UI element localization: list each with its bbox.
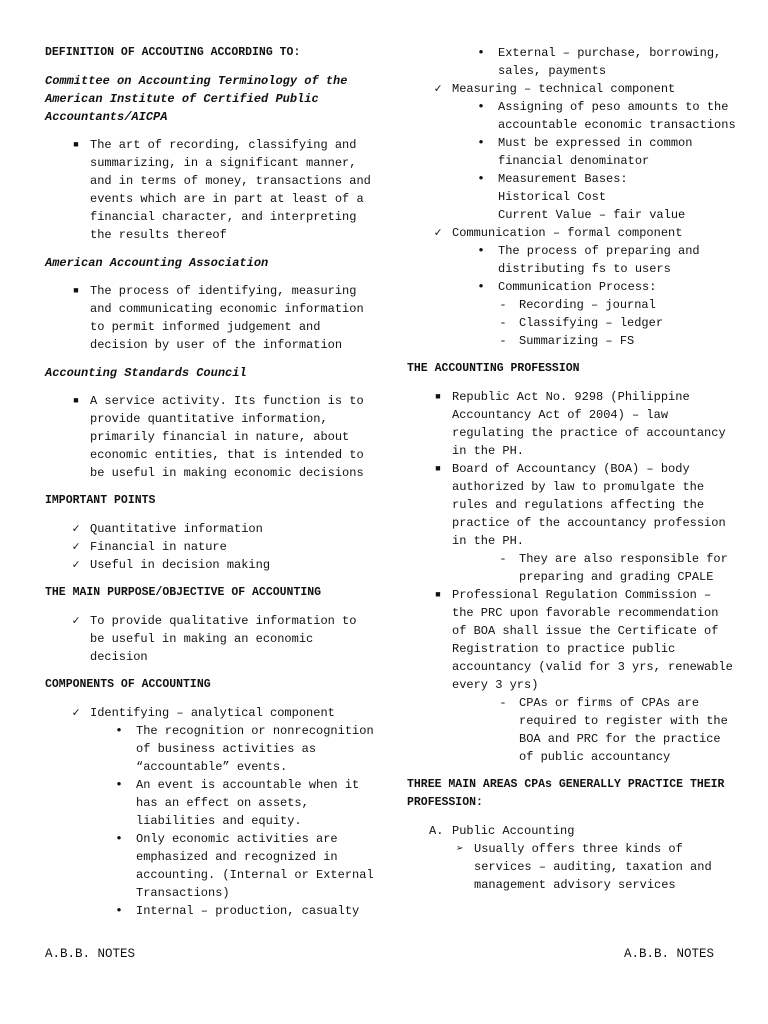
checkmark-icon: ✓ [72, 558, 80, 572]
identifying-point-text: Only economic activities are emphasized and recognized in accounting. (Internal or External Transactions) [136, 832, 374, 900]
round-bullet-icon: • [477, 45, 485, 60]
aicpa-definition-item [45, 136, 375, 244]
dash-bullet-icon: - [499, 334, 507, 348]
round-bullet-icon: • [115, 723, 123, 738]
important-point [45, 556, 375, 574]
identifying-point [45, 830, 375, 902]
communication-point-text: Communication Process: [498, 280, 657, 294]
purpose-item [45, 612, 375, 666]
square-bullet-icon: ■ [73, 286, 79, 296]
process-step-text: Classifying – ledger [519, 316, 664, 330]
process-step [407, 296, 737, 314]
process-step [407, 332, 737, 350]
asc-definition-item [45, 392, 375, 482]
process-step [407, 314, 737, 332]
purpose-heading: THE MAIN PURPOSE/OBJECTIVE OF ACCOUNTING [45, 586, 322, 599]
checkmark-icon: ✓ [72, 522, 80, 536]
process-step-text: Summarizing – FS [519, 334, 635, 348]
external-text: External – purchase, borrowing, sales, payments [498, 46, 722, 78]
arrow-bullet-icon: ➢ [456, 842, 464, 856]
boa-sub-text: They are also responsible for preparing and grading CPALE [519, 552, 728, 584]
measuring-point [407, 134, 737, 170]
footer-right: A.B.B. NOTES [624, 947, 715, 961]
checkmark-icon: ✓ [72, 540, 80, 554]
boa-sub-item [407, 550, 737, 586]
round-bullet-icon: • [115, 777, 123, 792]
measuring-text: Measuring – technical component [452, 82, 676, 96]
public-accounting-sub-item [407, 840, 737, 894]
measurement-basis: Historical Cost [498, 190, 607, 204]
external-item [407, 44, 737, 80]
area-letter-marker: A. [429, 824, 444, 838]
identifying-point [45, 722, 375, 776]
public-accounting-item [407, 822, 737, 840]
measuring-item [407, 80, 737, 98]
aaa-definition-item [45, 282, 375, 354]
round-bullet-icon: • [115, 903, 123, 918]
measurement-basis: Current Value – fair value [498, 208, 686, 222]
asc-heading: Accounting Standards Council [45, 366, 247, 380]
footer-left: A.B.B. NOTES [45, 947, 136, 961]
boa-text: Board of Accountancy (BOA) – body authorized by law to promulgate the rules and regulations affecting the practice of the accountancy profession in the PH. [452, 462, 726, 548]
identifying-item [45, 704, 375, 722]
aaa-heading: American Accounting Association [45, 256, 269, 270]
round-bullet-icon: • [477, 135, 485, 150]
square-bullet-icon: ■ [435, 392, 441, 402]
prc-item [407, 586, 737, 694]
checkmark-icon: ✓ [434, 82, 442, 96]
practice-areas-heading: THREE MAIN AREAS CPAs GENERALLY PRACTICE THEIR PROFESSION: [407, 778, 725, 809]
important-point-text: Financial in nature [90, 540, 227, 554]
public-accounting-sub-text: Usually offers three kinds of services – auditing, taxation and management advisory services [474, 842, 712, 892]
round-bullet-icon: • [115, 831, 123, 846]
left-column [45, 44, 375, 920]
purpose-text: To provide qualitative information to be useful in making an economic decision [90, 614, 357, 664]
dash-bullet-icon: - [499, 552, 507, 566]
important-points-heading: IMPORTANT POINTS [45, 494, 156, 507]
prc-text: Professional Regulation Commission – the PRC upon favorable recommendation of BOA shall issue the Certificate of Registration to practice public accountancy (valid for 3 yrs, renewable every 3 yrs) [452, 588, 733, 692]
communication-item [407, 224, 737, 242]
components-heading: COMPONENTS OF ACCOUNTING [45, 678, 211, 691]
round-bullet-icon: • [477, 243, 485, 258]
republic-act-text: Republic Act No. 9298 (Philippine Accountancy Act of 2004) – law regulating the practice of accountancy in the PH. [452, 390, 726, 458]
measuring-point-text: Assigning of peso amounts to the accountable economic transactions [498, 100, 736, 132]
communication-point [407, 242, 737, 278]
round-bullet-icon: • [477, 279, 485, 294]
identifying-point-text: Internal – production, casualty [136, 904, 360, 918]
measurement-bases-title: Measurement Bases: [498, 172, 628, 186]
identifying-point [45, 902, 375, 920]
prc-sub-text: CPAs or firms of CPAs are required to register with the BOA and PRC for the practice of public accountancy [519, 696, 728, 764]
boa-item [407, 460, 737, 550]
republic-act-item [407, 388, 737, 460]
identifying-point [45, 776, 375, 830]
communication-point [407, 278, 737, 296]
identifying-point-text: An event is accountable when it has an effect on assets, liabilities and equity. [136, 778, 360, 828]
checkmark-icon: ✓ [72, 614, 80, 628]
aicpa-heading: Committee on Accounting Terminology of the American Institute of Certified Public Accountants/AICPA [45, 74, 348, 124]
square-bullet-icon: ■ [73, 396, 79, 406]
aicpa-definition-text: The art of recording, classifying and summarizing, in a significant manner, and in terms of money, transactions and events which are in part at least of a financial character, and interpreting the results thereof [90, 138, 371, 242]
square-bullet-icon: ■ [73, 140, 79, 150]
important-point [45, 538, 375, 556]
square-bullet-icon: ■ [435, 464, 441, 474]
important-point-text: Quantitative information [90, 522, 263, 536]
profession-heading: THE ACCOUNTING PROFESSION [407, 362, 580, 375]
square-bullet-icon: ■ [435, 590, 441, 600]
identifying-text: Identifying – analytical component [90, 706, 335, 720]
communication-point-text: The process of preparing and distributing fs to users [498, 244, 700, 276]
dash-bullet-icon: - [499, 298, 507, 312]
definition-heading: DEFINITION OF ACCOUTING ACCORDING TO: [45, 46, 301, 59]
measuring-point [407, 98, 737, 134]
measuring-point-text: Must be expressed in common financial denominator [498, 136, 693, 168]
important-point [45, 520, 375, 538]
checkmark-icon: ✓ [434, 226, 442, 240]
round-bullet-icon: • [477, 99, 485, 114]
checkmark-icon: ✓ [72, 706, 80, 720]
public-accounting-text: Public Accounting [452, 824, 575, 838]
process-step-text: Recording – journal [519, 298, 656, 312]
prc-sub-item [407, 694, 737, 766]
identifying-point-text: The recognition or nonrecognition of business activities as “accountable” events. [136, 724, 374, 774]
right-column [407, 44, 737, 894]
asc-definition-text: A service activity. Its function is to provide quantitative information, primarily financial in nature, about economic entities, that is intended to be useful in making economic decisions [90, 394, 364, 480]
dash-bullet-icon: - [499, 316, 507, 330]
measurement-bases [407, 170, 737, 224]
round-bullet-icon: • [477, 171, 485, 186]
important-point-text: Useful in decision making [90, 558, 271, 572]
dash-bullet-icon: - [499, 696, 507, 710]
communication-text: Communication – formal component [452, 226, 683, 240]
aaa-definition-text: The process of identifying, measuring and communicating economic information to permit informed judgement and decision by user of the information [90, 284, 364, 352]
